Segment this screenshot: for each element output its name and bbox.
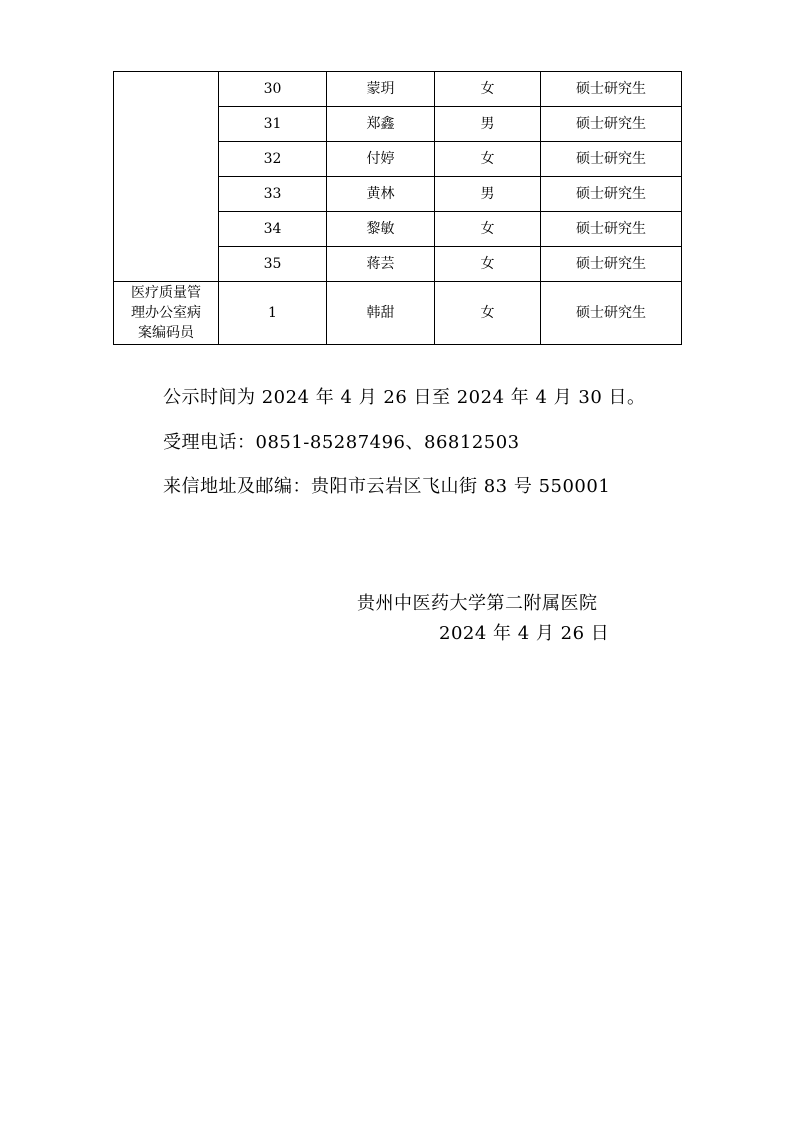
- department-cell-continued: [114, 72, 219, 282]
- row-gender: 女: [435, 212, 541, 247]
- row-education: 硕士研究生: [541, 72, 682, 107]
- row-number: 32: [219, 142, 327, 177]
- row-number: 35: [219, 247, 327, 282]
- department-line: 理办公室病: [131, 305, 201, 321]
- row-name: 黎敏: [327, 212, 435, 247]
- row-gender: 男: [435, 107, 541, 142]
- row-education: 硕士研究生: [541, 282, 682, 345]
- row-name: 韩甜: [327, 282, 435, 345]
- table-row: [114, 282, 682, 345]
- row-name: 郑鑫: [327, 107, 435, 142]
- row-gender: 女: [435, 142, 541, 177]
- row-education: 硕士研究生: [541, 107, 682, 142]
- department-line: 案编码员: [138, 325, 194, 341]
- row-education: 硕士研究生: [541, 247, 682, 282]
- table-row: [114, 72, 682, 107]
- recruitment-table: [113, 71, 682, 345]
- signature-organization: 贵州中医药大学第二附属医院: [357, 593, 598, 614]
- row-education: 硕士研究生: [541, 142, 682, 177]
- department-cell: [114, 282, 219, 345]
- row-education: 硕士研究生: [541, 177, 682, 212]
- row-number: 1: [219, 282, 327, 345]
- notice-phone: 受理电话：0851-85287496、86812503: [163, 432, 520, 453]
- notice-period: 公示时间为 2024 年 4 月 26 日至 2024 年 4 月 30 日。: [163, 387, 646, 408]
- signature-date: 2024 年 4 月 26 日: [439, 623, 610, 644]
- row-name: 蒋芸: [327, 247, 435, 282]
- row-gender: 女: [435, 282, 541, 345]
- row-number: 30: [219, 72, 327, 107]
- row-education: 硕士研究生: [541, 212, 682, 247]
- row-gender: 男: [435, 177, 541, 212]
- row-number: 33: [219, 177, 327, 212]
- row-name: 付婷: [327, 142, 435, 177]
- row-gender: 女: [435, 247, 541, 282]
- row-number: 34: [219, 212, 327, 247]
- row-gender: 女: [435, 72, 541, 107]
- department-line: 医疗质量管: [131, 285, 201, 301]
- notice-address: 来信地址及邮编：贵阳市云岩区飞山街 83 号 550001: [163, 476, 611, 497]
- row-number: 31: [219, 107, 327, 142]
- row-name: 蒙玥: [327, 72, 435, 107]
- row-name: 黄林: [327, 177, 435, 212]
